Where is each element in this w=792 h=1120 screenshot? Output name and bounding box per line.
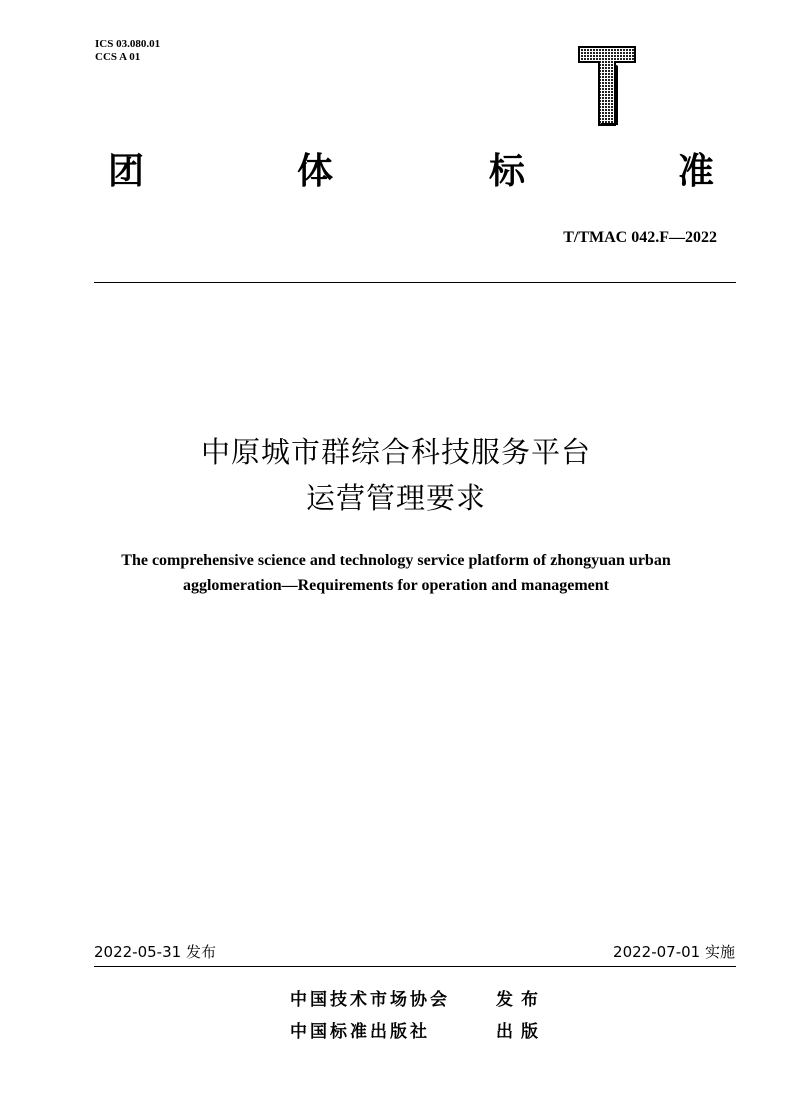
- publishing-organization: 中国标准出版社: [290, 1022, 430, 1042]
- ccs-code: CCS A 01: [95, 51, 141, 63]
- classification-codes: [95, 38, 160, 64]
- heading-char-1: 团: [108, 151, 145, 192]
- standard-number: T/TMAC 042.F—2022: [563, 229, 717, 246]
- ics-code: ICS 03.080.01: [95, 38, 161, 50]
- publisher-action: 出版: [496, 1022, 546, 1042]
- issuing-organization: 中国技术市场协会: [290, 990, 450, 1010]
- heading-char-4: 准: [678, 151, 715, 192]
- bottom-divider: [94, 966, 736, 967]
- issuer-action: 发布: [496, 990, 546, 1010]
- english-title-line-2: agglomeration—Requirements for operation and management: [182, 577, 610, 594]
- t-standard-logo: [578, 46, 636, 126]
- top-divider: [94, 282, 736, 283]
- implementation-date: 2022-07-01 实施: [613, 943, 735, 961]
- chinese-title-line-2: 运营管理要求: [305, 481, 486, 515]
- chinese-title-line-1: 中原城市群综合科技服务平台: [200, 435, 591, 469]
- heading-char-3: 标: [489, 151, 526, 192]
- standard-type-heading: [100, 148, 736, 196]
- issue-date: 2022-05-31 发布: [94, 943, 216, 961]
- english-title-line-1: The comprehensive science and technology service platform of zhongyuan urban: [121, 552, 671, 569]
- heading-char-2: 体: [297, 151, 334, 192]
